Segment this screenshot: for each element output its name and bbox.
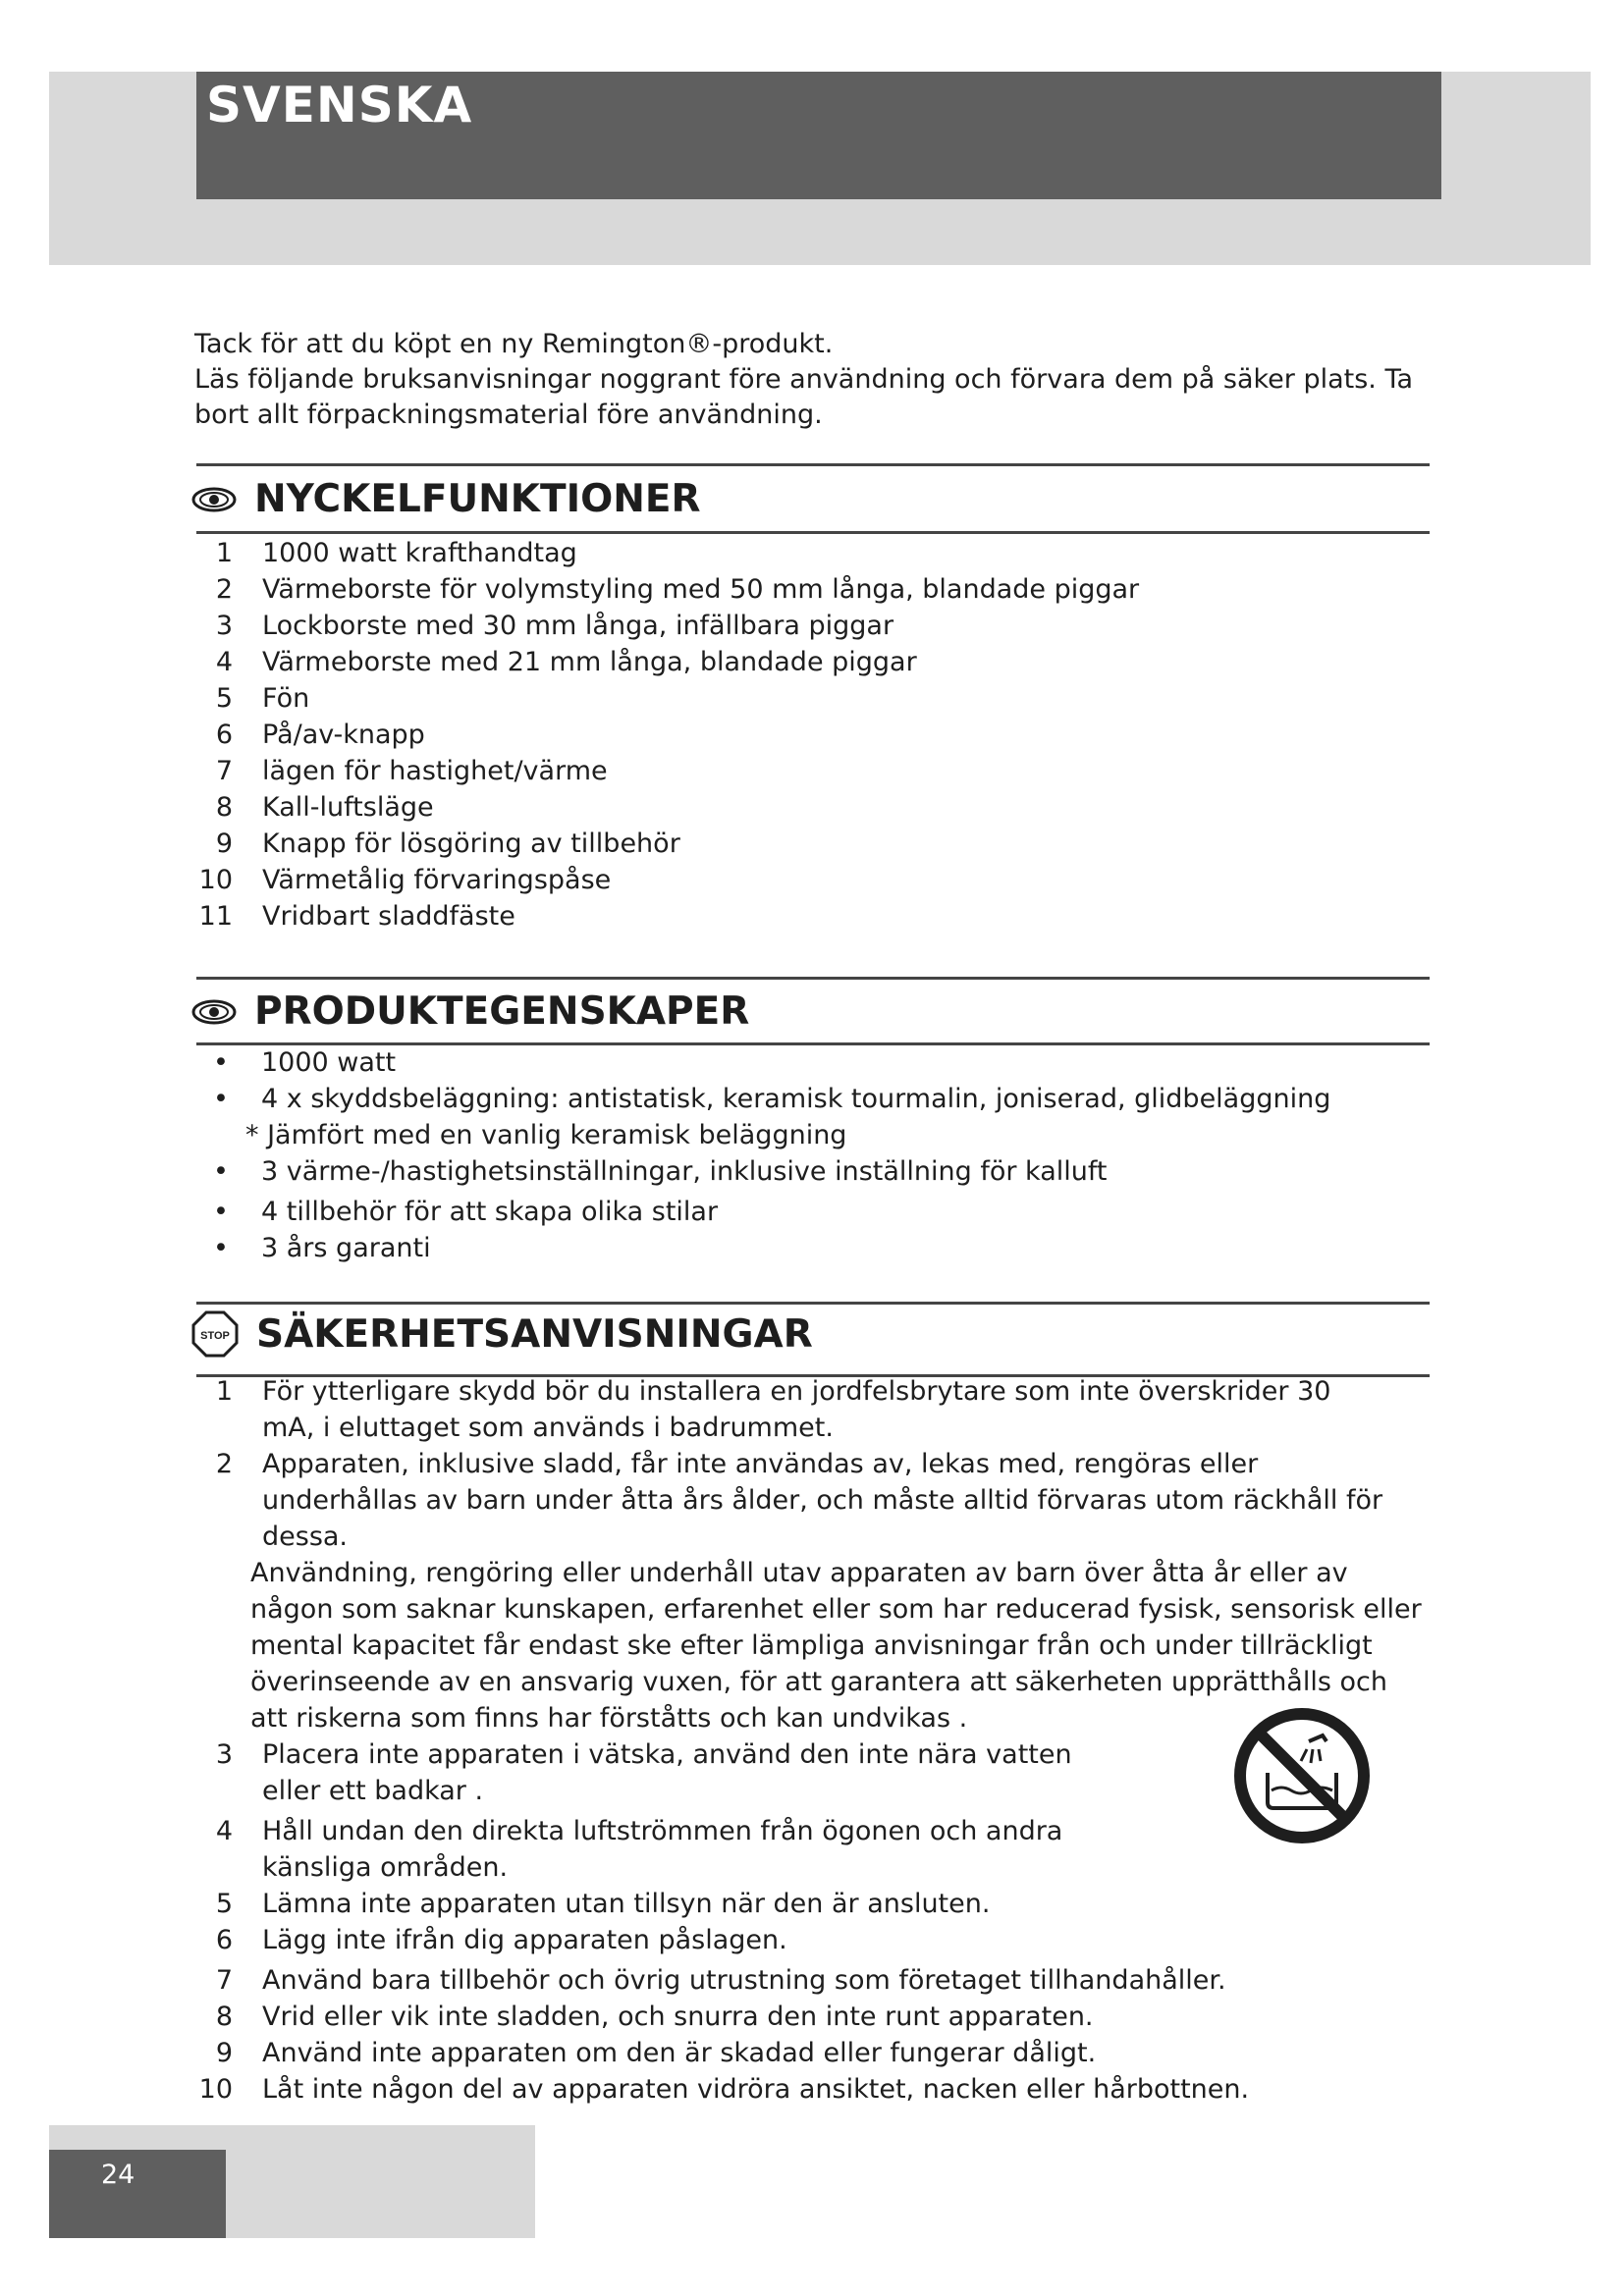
bullet: • bbox=[213, 1084, 229, 1114]
safety-heading bbox=[191, 1310, 813, 1358]
list-item bbox=[191, 1922, 1438, 1958]
list-item bbox=[191, 2071, 1438, 2108]
intro-line-1: Tack för att du köpt en ny Remington®-produkt. bbox=[194, 329, 834, 359]
list-item-text: Värmetålig förvaringspåse bbox=[262, 865, 612, 895]
page-number: 24 bbox=[101, 2160, 135, 2190]
section-rule bbox=[196, 463, 1430, 466]
section-rule bbox=[196, 977, 1430, 980]
list-item bbox=[191, 535, 1438, 571]
list-item-text: Lockborste med 30 mm långa, infällbara piggar bbox=[262, 611, 894, 641]
list-item-text: Kall-luftsläge bbox=[262, 792, 434, 823]
list-item-text: Fön bbox=[262, 683, 310, 714]
list-item bbox=[191, 680, 1438, 717]
item-number: 6 bbox=[215, 1925, 233, 1955]
list-item bbox=[191, 717, 1438, 753]
key-features-heading bbox=[191, 477, 701, 521]
item-number: 1 bbox=[215, 538, 233, 568]
list-item bbox=[191, 608, 1438, 644]
list-item bbox=[191, 1736, 1134, 1809]
list-item-text: Använd inte apparaten om den är skadad eller fungerar dåligt. bbox=[262, 2038, 1097, 2068]
item-number: 2 bbox=[215, 574, 233, 605]
list-item bbox=[191, 1886, 1438, 1922]
list-item-text: 1000 watt bbox=[261, 1047, 397, 1078]
item-number: 3 bbox=[215, 611, 233, 641]
product-features-list bbox=[206, 1044, 1434, 1266]
list-item bbox=[191, 2035, 1438, 2071]
list-item bbox=[191, 753, 1438, 789]
list-item-text: 3 värme-/hastighetsinställningar, inklusive inställning för kalluft bbox=[261, 1156, 1108, 1187]
bullet: • bbox=[213, 1197, 229, 1227]
item-number: 10 bbox=[198, 2074, 233, 2105]
item-number: 10 bbox=[198, 865, 233, 895]
list-item-text: Håll undan den direkta luftströmmen från ögonen och andra känsliga områden. bbox=[262, 1816, 1063, 1883]
item-number: 8 bbox=[215, 792, 233, 823]
intro-line-2: Läs följande bruksanvisningar noggrant före användning och förvara dem på säker plats. Ta bort allt förpackningsmaterial före användning. bbox=[194, 364, 1414, 430]
footer-page-tab bbox=[49, 2150, 226, 2238]
item-number: 3 bbox=[215, 1739, 233, 1770]
list-item-text: På/av-knapp bbox=[262, 720, 425, 750]
item-number: 9 bbox=[215, 2038, 233, 2068]
list-item-text: 3 års garanti bbox=[261, 1233, 431, 1263]
list-item-text: 4 tillbehör för att skapa olika stilar bbox=[261, 1197, 719, 1227]
item-number: 4 bbox=[215, 647, 233, 677]
bullet: • bbox=[213, 1047, 229, 1078]
list-item bbox=[206, 1081, 1434, 1117]
list-item bbox=[206, 1153, 1434, 1190]
list-item bbox=[191, 1813, 1134, 1886]
list-item bbox=[191, 1446, 1414, 1555]
bullet: • bbox=[213, 1233, 229, 1263]
safety-title: SÄKERHETSANVISNINGAR bbox=[256, 1311, 813, 1357]
item-number: 7 bbox=[215, 756, 233, 786]
list-item-text: 1000 watt krafthandtag bbox=[262, 538, 577, 568]
list-item-text: Lägg inte ifrån dig apparaten påslagen. bbox=[262, 1925, 787, 1955]
list-item-text: Värmeborste för volymstyling med 50 mm långa, blandade piggar bbox=[262, 574, 1140, 605]
item-number: 11 bbox=[198, 901, 233, 932]
list-item-text: 4 x skyddsbeläggning: antistatisk, keramisk tourmalin, joniserad, glidbeläggning bbox=[261, 1084, 1331, 1114]
list-item-text: För ytterligare skydd bör du installera en jordfelsbrytare som inte överskrider 30 mA, i eluttaget som används i badrummet. bbox=[262, 1376, 1331, 1443]
list-item bbox=[191, 826, 1438, 862]
list-item-text: Vrid eller vik inte sladden, och snurra den inte runt apparaten. bbox=[262, 2002, 1094, 2032]
list-item bbox=[206, 1230, 1434, 1266]
list-item bbox=[191, 1999, 1438, 2035]
section-rule bbox=[196, 1302, 1430, 1305]
list-item bbox=[206, 1194, 1434, 1230]
bullet: • bbox=[213, 1156, 229, 1187]
list-item bbox=[191, 789, 1438, 826]
item-number: 7 bbox=[215, 1965, 233, 1996]
list-item-text: Lämna inte apparaten utan tillsyn när den är ansluten. bbox=[262, 1889, 991, 1919]
stop-icon bbox=[191, 1310, 239, 1358]
item-number: 4 bbox=[215, 1816, 233, 1846]
product-features-heading bbox=[191, 989, 749, 1034]
list-item-text: Apparaten, inklusive sladd, får inte användas av, lekas med, rengöras eller underhållas av barn under åtta års ålder, och måste alltid förvaras utom räckhåll för dessa. bbox=[262, 1449, 1383, 1552]
list-item bbox=[191, 571, 1438, 608]
item-number: 5 bbox=[215, 683, 233, 714]
product-features-title: PRODUKTEGENSKAPER bbox=[254, 989, 750, 1034]
list-item-text: Knapp för lösgöring av tillbehör bbox=[262, 828, 680, 859]
list-item-continuation: Användning, rengöring eller underhåll utav apparaten av barn över åtta år eller av någon som saknar kunskapen, erfarenhet eller som har reducerad fysisk, sensorisk eller mental kapacitet får endast ske efter lämpliga anvisningar från och under tillräckligt överinseende av en ansvarig vuxen, för att garantera att säkerheten upprätthålls och att riskerna som finns har förståtts och kan undvikas . bbox=[250, 1558, 1422, 1734]
item-number: 9 bbox=[215, 828, 233, 859]
key-features-list bbox=[191, 535, 1438, 934]
list-item bbox=[191, 1373, 1384, 1446]
section-rule bbox=[196, 531, 1430, 534]
item-number: 5 bbox=[215, 1889, 233, 1919]
eye-icon bbox=[191, 999, 237, 1025]
list-item-text: Placera inte apparaten i vätska, använd den inte nära vatten eller ett badkar . bbox=[262, 1739, 1072, 1806]
list-item bbox=[206, 1044, 1434, 1081]
item-number: 1 bbox=[215, 1376, 233, 1407]
list-item-text: lägen för hastighet/värme bbox=[262, 756, 608, 786]
language-title: SVENSKA bbox=[206, 77, 473, 133]
list-item-text: Låt inte någon del av apparaten vidröra ansiktet, nacken eller hårbottnen. bbox=[262, 2074, 1250, 2105]
key-features-title: NYCKELFUNKTIONER bbox=[254, 477, 701, 521]
list-item bbox=[191, 1962, 1438, 1999]
list-item bbox=[191, 898, 1438, 934]
list-item bbox=[191, 644, 1438, 680]
list-item-text: Vridbart sladdfäste bbox=[262, 901, 515, 932]
item-number: 6 bbox=[215, 720, 233, 750]
item-number: 2 bbox=[215, 1449, 233, 1479]
list-item-text: Värmeborste med 21 mm långa, blandade piggar bbox=[262, 647, 917, 677]
list-item bbox=[191, 862, 1438, 898]
item-number: 8 bbox=[215, 2002, 233, 2032]
footnote: * Jämfört med en vanlig keramisk beläggning bbox=[245, 1120, 847, 1150]
no-water-warning-icon bbox=[1232, 1706, 1372, 1845]
intro-text bbox=[194, 327, 1432, 433]
list-item-text: Använd bara tillbehör och övrig utrustning som företaget tillhandahåller. bbox=[262, 1965, 1226, 1996]
stop-icon-label: STOP bbox=[200, 1330, 230, 1342]
eye-icon bbox=[191, 487, 237, 512]
